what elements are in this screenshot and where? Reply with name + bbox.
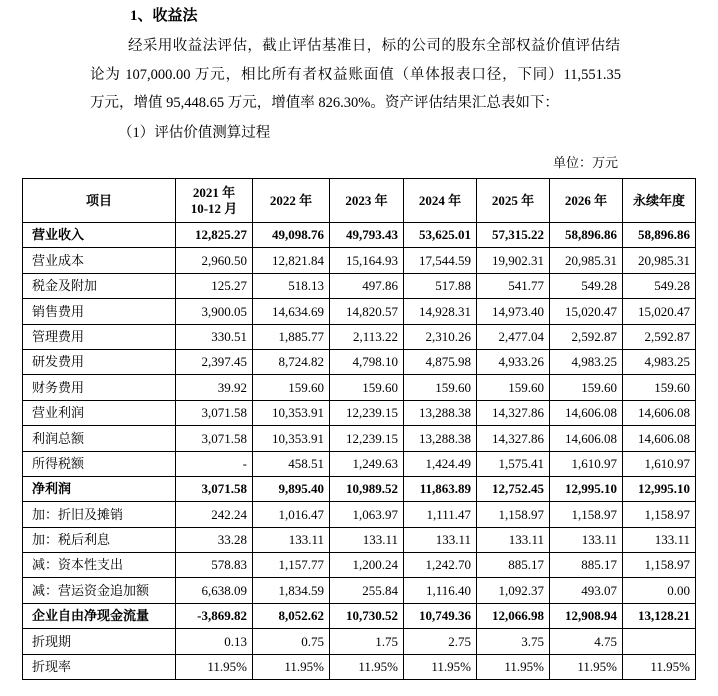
- cell-value: 1,834.59: [253, 578, 330, 603]
- cell-value: 1,158.97: [623, 502, 696, 527]
- cell-value: 39.92: [176, 375, 253, 400]
- header-period-line1: 2021 年: [192, 184, 236, 200]
- cell-value: 159.60: [253, 375, 330, 400]
- header-period-2023: 2023 年: [330, 179, 404, 223]
- cell-value: 549.28: [550, 273, 623, 298]
- row-label: 税金及附加: [23, 273, 176, 298]
- cell-value: 1,111.47: [404, 502, 477, 527]
- cell-value: 1,242.70: [404, 553, 477, 578]
- cell-value: 1,016.47: [253, 502, 330, 527]
- cell-value: 10,749.36: [404, 603, 477, 628]
- cell-value: 13,128.21: [623, 603, 696, 628]
- row-label: 减：资本性支出: [23, 553, 176, 578]
- cell-value: 11.95%: [404, 654, 477, 679]
- unit-label: 单位：万元: [553, 155, 619, 170]
- cell-value: 8,052.62: [253, 603, 330, 628]
- section-title: 1、收益法: [130, 8, 198, 24]
- table-header: [23, 179, 696, 223]
- paragraph-line: 万元，增值 95,448.65 万元，增值率 826.30%。资产评估结果汇总表如下：: [90, 95, 559, 111]
- table-row: [23, 248, 696, 273]
- cell-value: 1,424.49: [404, 451, 477, 476]
- cell-value: 11.95%: [330, 654, 404, 679]
- cell-value: 13,288.38: [404, 400, 477, 425]
- cell-value: 14,327.86: [477, 400, 550, 425]
- cell-value: 57,315.22: [477, 223, 550, 248]
- row-label: 折现期: [23, 629, 176, 654]
- cell-value: 3,071.58: [176, 400, 253, 425]
- cell-value: 10,353.91: [253, 400, 330, 425]
- cell-value: 1,610.97: [550, 451, 623, 476]
- cell-value: 518.13: [253, 273, 330, 298]
- cell-value: 4,933.26: [477, 349, 550, 374]
- header-period-2026: 2026 年: [550, 179, 623, 223]
- cell-value: 12,239.15: [330, 426, 404, 451]
- cell-value: 578.83: [176, 553, 253, 578]
- cell-value: 1,249.63: [330, 451, 404, 476]
- cell-value: 4,798.10: [330, 349, 404, 374]
- cell-value: 3,900.05: [176, 299, 253, 324]
- cell-value: 12,995.10: [623, 476, 696, 501]
- table-row: [23, 375, 696, 400]
- row-label: 折现率: [23, 654, 176, 679]
- cell-value: 0.75: [253, 629, 330, 654]
- table-row: [23, 324, 696, 349]
- cell-value: 2,397.45: [176, 349, 253, 374]
- cell-value: 12,995.10: [550, 476, 623, 501]
- cell-value: 2.75: [404, 629, 477, 654]
- cell-value: 15,020.47: [623, 299, 696, 324]
- paragraph-line: 论为 107,000.00 万元，相比所有者权益账面值（单体报表口径，下同）11,551.35: [90, 67, 621, 83]
- row-label: 利润总额: [23, 426, 176, 451]
- cell-value: 8,724.82: [253, 349, 330, 374]
- cell-value: 497.86: [330, 273, 404, 298]
- table-row: [23, 629, 696, 654]
- row-label: 财务费用: [23, 375, 176, 400]
- cell-value: 4,983.25: [550, 349, 623, 374]
- cell-value: 517.88: [404, 273, 477, 298]
- cell-value: 1,092.37: [477, 578, 550, 603]
- header-period-2021: [176, 179, 253, 223]
- cell-value: 11.95%: [253, 654, 330, 679]
- header-period-2025: 2025 年: [477, 179, 550, 223]
- cell-value: 49,793.43: [330, 223, 404, 248]
- cell-value: 3.75: [477, 629, 550, 654]
- cell-value: 133.11: [477, 527, 550, 552]
- cell-value: 20,985.31: [623, 248, 696, 273]
- cell-value: 14,973.40: [477, 299, 550, 324]
- cell-value: 159.60: [404, 375, 477, 400]
- row-label: 研发费用: [23, 349, 176, 374]
- cell-value: 330.51: [176, 324, 253, 349]
- cell-value: 2,592.87: [550, 324, 623, 349]
- cell-value: 2,310.26: [404, 324, 477, 349]
- row-label: 加：折旧及摊销: [23, 502, 176, 527]
- cell-value: 33.28: [176, 527, 253, 552]
- cell-value: 17,544.59: [404, 248, 477, 273]
- cell-value: 159.60: [477, 375, 550, 400]
- cell-value: 11.95%: [623, 654, 696, 679]
- cell-value: -: [176, 451, 253, 476]
- cell-value: 58,896.86: [550, 223, 623, 248]
- table-row: [23, 223, 696, 248]
- cell-value: 14,327.86: [477, 426, 550, 451]
- cell-value: 541.77: [477, 273, 550, 298]
- table-row: [23, 451, 696, 476]
- cell-value: 549.28: [623, 273, 696, 298]
- cell-value: 133.11: [404, 527, 477, 552]
- cell-value: 159.60: [550, 375, 623, 400]
- cell-value: 15,020.47: [550, 299, 623, 324]
- cell-value: 133.11: [253, 527, 330, 552]
- cell-value: 493.07: [550, 578, 623, 603]
- cell-value: 14,928.31: [404, 299, 477, 324]
- paragraph-line: 经采用收益法评估，截止评估基准日，标的公司的股东全部权益价值评估结: [128, 38, 620, 54]
- cell-value: 49,098.76: [253, 223, 330, 248]
- cell-value: 1,200.24: [330, 553, 404, 578]
- cell-value: 53,625.01: [404, 223, 477, 248]
- cell-value: 10,730.52: [330, 603, 404, 628]
- cell-value: 1,157.77: [253, 553, 330, 578]
- cell-value: 1,885.77: [253, 324, 330, 349]
- header-item: 项目: [23, 179, 176, 223]
- cell-value: 14,634.69: [253, 299, 330, 324]
- cell-value: 159.60: [330, 375, 404, 400]
- row-label: 所得税额: [23, 451, 176, 476]
- cell-value: 14,606.08: [550, 426, 623, 451]
- cell-value: 885.17: [477, 553, 550, 578]
- cell-value: 14,820.57: [330, 299, 404, 324]
- cell-value: 3,071.58: [176, 476, 253, 501]
- header-period-line2: 10-12 月: [190, 200, 238, 216]
- cell-value: 1,116.40: [404, 578, 477, 603]
- cell-value: 1.75: [330, 629, 404, 654]
- row-label: 营业利润: [23, 400, 176, 425]
- cell-value: 11.95%: [550, 654, 623, 679]
- row-label: 营业收入: [23, 223, 176, 248]
- cell-value: 0.00: [623, 578, 696, 603]
- cell-value: 458.51: [253, 451, 330, 476]
- cell-value: 133.11: [623, 527, 696, 552]
- cell-value: 125.27: [176, 273, 253, 298]
- cell-value: 1,610.97: [623, 451, 696, 476]
- cell-value: 19,902.31: [477, 248, 550, 273]
- table-row: [23, 299, 696, 324]
- table-row: [23, 654, 696, 679]
- row-label: 企业自由净现金流量: [23, 603, 176, 628]
- table-row: [23, 400, 696, 425]
- cell-value: 15,164.93: [330, 248, 404, 273]
- table-row: [23, 603, 696, 628]
- cell-value: 255.84: [330, 578, 404, 603]
- table-row: [23, 553, 696, 578]
- table-row: [23, 476, 696, 501]
- cell-value: 242.24: [176, 502, 253, 527]
- cell-value: 133.11: [550, 527, 623, 552]
- cell-value: 1,575.41: [477, 451, 550, 476]
- cell-value: 12,066.98: [477, 603, 550, 628]
- row-label: 营业成本: [23, 248, 176, 273]
- row-label: 销售费用: [23, 299, 176, 324]
- cell-value: 13,288.38: [404, 426, 477, 451]
- cell-value: 4.75: [550, 629, 623, 654]
- cell-value: 14,606.08: [623, 426, 696, 451]
- cell-value: 9,895.40: [253, 476, 330, 501]
- row-label: 净利润: [23, 476, 176, 501]
- table-row: [23, 273, 696, 298]
- cell-value: 1,158.97: [623, 553, 696, 578]
- row-label: 减：营运资金追加额: [23, 578, 176, 603]
- cell-value: 12,821.84: [253, 248, 330, 273]
- cell-value: 1,158.97: [477, 502, 550, 527]
- cell-value: 6,638.09: [176, 578, 253, 603]
- cell-value: 1,063.97: [330, 502, 404, 527]
- subsection-title: （1）评估价值测算过程: [118, 125, 271, 141]
- cell-value: 10,353.91: [253, 426, 330, 451]
- cell-value: 2,113.22: [330, 324, 404, 349]
- valuation-table-body: [23, 223, 696, 680]
- cell-value: 133.11: [330, 527, 404, 552]
- table-row: [23, 426, 696, 451]
- header-period-2022: 2022 年: [253, 179, 330, 223]
- table-row: [23, 527, 696, 552]
- cell-value: 58,896.86: [623, 223, 696, 248]
- cell-value: 2,592.87: [623, 324, 696, 349]
- cell-value: 3,071.58: [176, 426, 253, 451]
- cell-value: 12,825.27: [176, 223, 253, 248]
- cell-value: 12,752.45: [477, 476, 550, 501]
- header-period-perpetual: 永续年度: [623, 179, 696, 223]
- valuation-table: [22, 178, 696, 680]
- row-label: 加：税后利息: [23, 527, 176, 552]
- header-period-2024: 2024 年: [404, 179, 477, 223]
- cell-value: 0.13: [176, 629, 253, 654]
- cell-value: 14,606.08: [623, 400, 696, 425]
- cell-value: 2,960.50: [176, 248, 253, 273]
- table-row: [23, 578, 696, 603]
- row-label: 管理费用: [23, 324, 176, 349]
- table-row: [23, 502, 696, 527]
- cell-value: 885.17: [550, 553, 623, 578]
- cell-value: 11.95%: [477, 654, 550, 679]
- cell-value: 2,477.04: [477, 324, 550, 349]
- cell-value: 14,606.08: [550, 400, 623, 425]
- cell-value: 20,985.31: [550, 248, 623, 273]
- cell-value: 4,983.25: [623, 349, 696, 374]
- cell-value: [623, 629, 696, 654]
- header-row: [23, 179, 696, 223]
- cell-value: 12,908.94: [550, 603, 623, 628]
- cell-value: -3,869.82: [176, 603, 253, 628]
- cell-value: 11.95%: [176, 654, 253, 679]
- cell-value: 159.60: [623, 375, 696, 400]
- cell-value: 1,158.97: [550, 502, 623, 527]
- cell-value: 11,863.89: [404, 476, 477, 501]
- cell-value: 4,875.98: [404, 349, 477, 374]
- table-row: [23, 349, 696, 374]
- cell-value: 10,989.52: [330, 476, 404, 501]
- cell-value: 12,239.15: [330, 400, 404, 425]
